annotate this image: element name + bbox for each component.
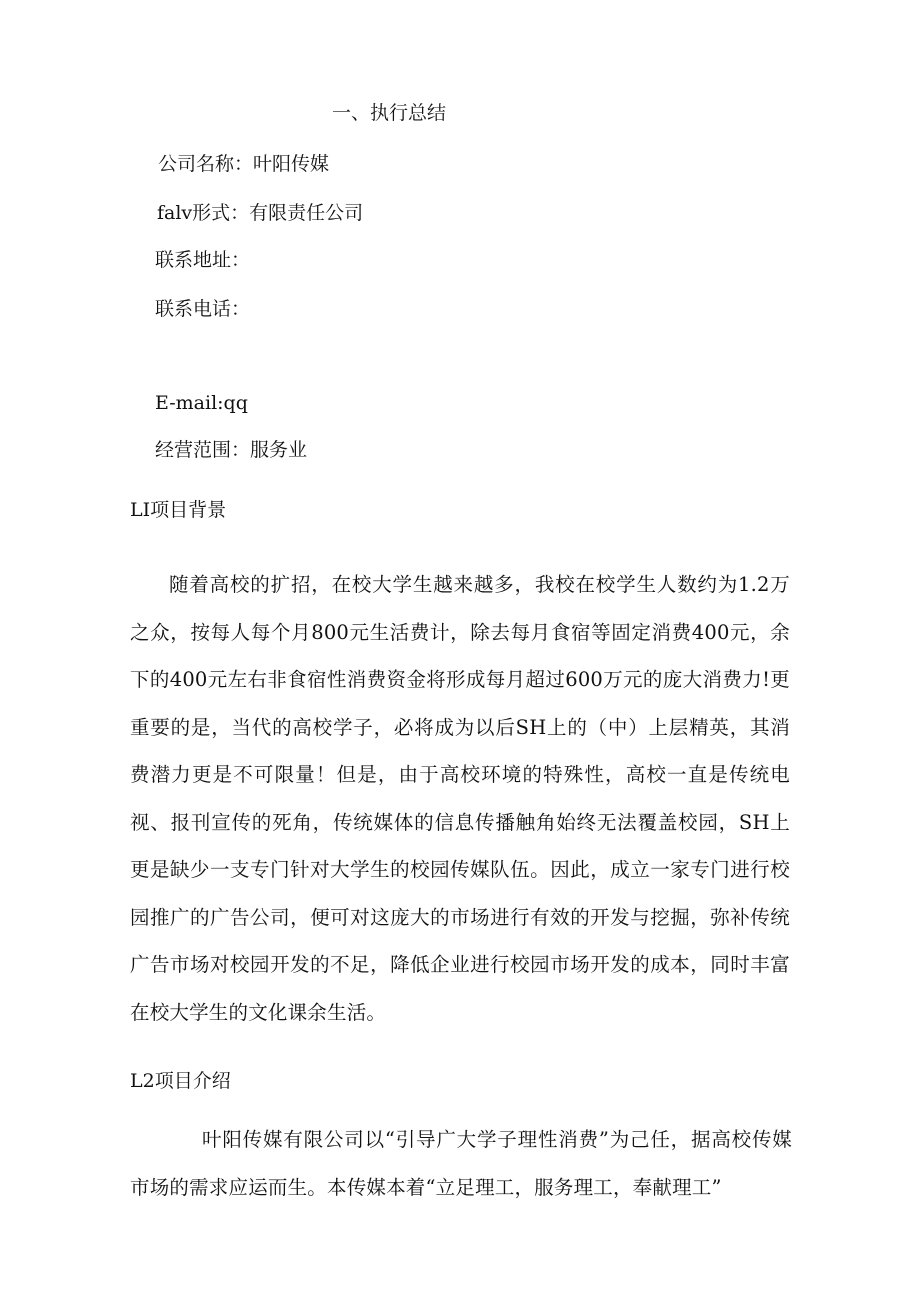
email-field: E-mail:qq xyxy=(155,392,248,414)
section-title: 一、执行总结 xyxy=(332,102,447,124)
background-paragraph: 随着高校的扩招，在校大学生越来越多，我校在校学生人数约为1.2万之众，按每人每个月800元生活费计，除去每月食宿等固定消费400元，余下的400元左右非食宿性消费资金将形成每月超过600万元的庞大消费力!更重要的是，当代的高校学子，必将成为以后SH上的（中）上层精英，其消费潜力更是不可限量！但是，由于高校环境的特殊性，高校一直是传统电视、报刊宣传的死角，传统媒体的信息传播触角始终无法覆盖校园，SH上更是缺少一支专门针对大学生的校园传媒队伍。因此，成立一家专门进行校园推广的广告公司，便可对这庞大的市场进行有效的开发与挖掘，弥补传统广告市场对校园开发的不足，降低企业进行校园市场开发的成本，同时丰富在校大学生的文化课余生活。 xyxy=(130,573,790,1024)
intro-paragraph: 叶阳传媒有限公司以“引导广大学子理性消费”为己任，据高校传媒市场的需求应运而生。本传媒本着“立足理工，服务理工，奉献理工” xyxy=(130,1128,792,1199)
legal-form-field: falv形式：有限责任公司 xyxy=(157,202,364,224)
business-scope-field: 经营范围：服务业 xyxy=(155,439,308,461)
address-field: 联系地址： xyxy=(155,249,251,271)
company-name-field: 公司名称：叶阳传媒 xyxy=(158,153,330,175)
phone-field: 联系电话： xyxy=(155,298,251,320)
intro-heading: L2项目介绍 xyxy=(130,1070,231,1092)
background-heading: LI项目背景 xyxy=(130,499,227,521)
